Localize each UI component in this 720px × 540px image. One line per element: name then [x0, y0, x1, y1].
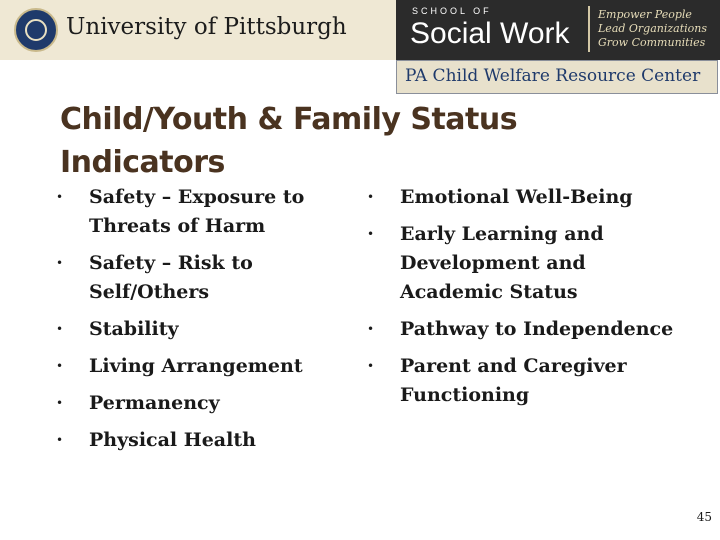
tagline-2: Lead Organizations	[598, 22, 708, 35]
list-item: • Early Learning and Development and Academic Status	[367, 220, 687, 307]
left-indicator-list	[56, 183, 356, 463]
page-number: 45	[696, 510, 712, 524]
right-indicator-list	[367, 183, 687, 418]
university-seal-icon	[14, 8, 58, 52]
school-name: Social Work	[410, 17, 570, 50]
list-item: • Safety – Risk to Self/Others	[56, 249, 356, 307]
list-item: • Emotional Well-Being	[367, 183, 687, 212]
list-item: • Parent and Caregiver Functioning	[367, 352, 687, 410]
list-item: • Permanency	[56, 389, 356, 418]
list-item: • Pathway to Independence	[367, 315, 687, 344]
logo-divider	[588, 6, 590, 52]
resource-center-banner	[396, 60, 718, 94]
resource-center-name: PA Child Welfare Resource Center	[405, 66, 701, 86]
tagline-1: Empower People	[598, 8, 692, 21]
university-name: University of Pittsburgh	[66, 14, 347, 40]
school-of-social-work-logo	[396, 0, 720, 60]
list-item: • Physical Health	[56, 426, 356, 455]
school-label: SCHOOL OF	[412, 6, 492, 16]
slide-title: Child/Youth & Family Status Indicators	[60, 102, 518, 180]
list-item: • Living Arrangement	[56, 352, 356, 381]
list-item: • Stability	[56, 315, 356, 344]
tagline-3: Grow Communities	[598, 36, 706, 49]
list-item: • Safety – Exposure to Threats of Harm	[56, 183, 356, 241]
